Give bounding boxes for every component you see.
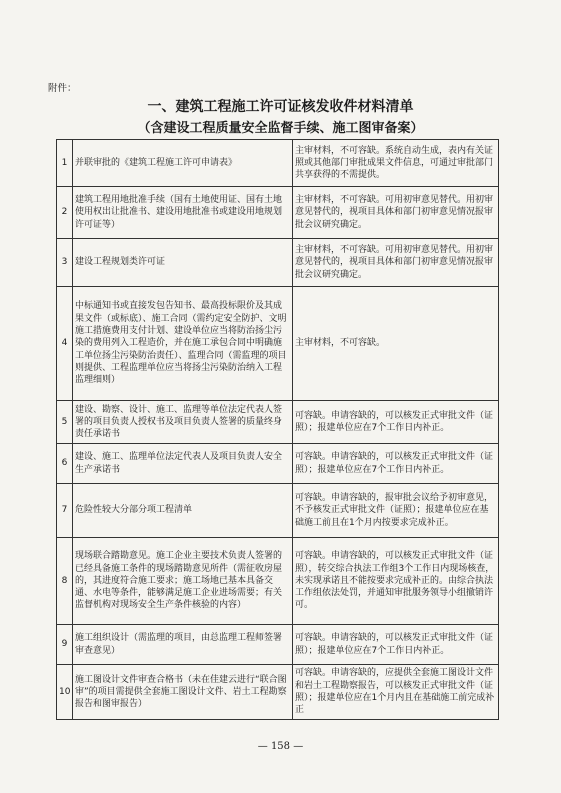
row-number: 8 xyxy=(57,538,73,625)
row-number: 1 xyxy=(57,140,73,187)
row-number: 4 xyxy=(57,287,73,401)
material-note: 可容缺。申请容缺的，可以核发正式审批文件（证照）；报建单位应在7个工作日内补正。 xyxy=(293,401,499,444)
material-note: 可容缺。申请容缺的，报审批会议给予初审意见，不予核发正式审批文件（证照）；报建单位应在基础施工前且在1个月内按要求完成补正。 xyxy=(293,484,499,538)
page-title: 一、建筑工程施工许可证核发收件材料清单 xyxy=(147,99,414,115)
table-row xyxy=(57,187,499,239)
table-row xyxy=(57,401,499,444)
materials-table xyxy=(56,139,499,720)
material-note: 主审材料，不可容缺。系统自动生成，表内有关证照或其他部门审批成果文件信息，可通过审批部门共享获得的不需提供。 xyxy=(293,140,499,187)
material-name: 建设工程规划类许可证 xyxy=(73,239,293,287)
material-name: 建设、施工、监理单位法定代表人及项目负责人安全生产承诺书 xyxy=(73,444,293,484)
material-name: 中标通知书或直接发包告知书、最高投标限价及其成果文件（或标底）、施工合同（需约定安全防护、文明施工措施费用支付计划、建设单位应当将防治扬尘污染的费用列入工程造价，并在施工承包合同中明确施工单位扬尘污染防治责任）、监理合同（需监理的项目则提供、工程监理单位应当将扬尘污染防治纳入工程监理细则） xyxy=(73,287,293,401)
material-note: 可容缺。申请容缺的，可以核发正式审批文件（证照），转交综合执法工作组3个工作日内现场核查，未实现承诺且不能按要求完成补正的。由综合执法工作组依法处罚，并通知审批服务领导小组撤销许可。 xyxy=(293,538,499,625)
row-number: 2 xyxy=(57,187,73,239)
row-number: 5 xyxy=(57,401,73,444)
row-number: 6 xyxy=(57,444,73,484)
table-row xyxy=(57,625,499,665)
table-row xyxy=(57,444,499,484)
row-number: 3 xyxy=(57,239,73,287)
material-note: 可容缺。申请容缺的，可以核发正式审批文件（证照）；报建单位应在7个工作日内补正。 xyxy=(293,444,499,484)
row-number: 9 xyxy=(57,625,73,665)
attachment-label: 附件： xyxy=(48,83,77,94)
page-subtitle: （含建设工程质量安全监督手续、施工图审备案） xyxy=(137,121,424,136)
material-note: 可容缺。申请容缺的，可以核发正式审批文件（证照）；报建单位应在7个工作日内补正。 xyxy=(293,625,499,665)
table-row xyxy=(57,484,499,538)
material-name: 并联审批的《建筑工程施工许可申请表》 xyxy=(73,140,293,187)
material-name: 施工组织设计（需监理的项目，由总监理工程师签署审查意见） xyxy=(73,625,293,665)
material-name: 施工图设计文件审查合格书（未在佳建云进行“联合图审”的项目需提供全套施工图设计文件、岩土工程勘察报告和图审报告） xyxy=(73,665,293,720)
material-note: 主审材料，不可容缺。 xyxy=(293,287,499,401)
table-row xyxy=(57,287,499,401)
row-number: 10 xyxy=(57,665,73,720)
material-name: 现场联合踏勘意见。施工企业主要技术负责人签署的已经具备施工条件的现场踏勘意见所件（需征收房屋的，其进度符合施工要求；施工场地已基本具备交通、水电等条件，能够满足施工企业进场需要；有关监督机构对现场安全生产条件核验的内容） xyxy=(73,538,293,625)
material-name: 危险性较大分部分项工程清单 xyxy=(73,484,293,538)
material-name: 建设、勘察、设计、施工、监理等单位法定代表人签署的项目负责人授权书及项目负责人签署的质量终身责任承诺书 xyxy=(73,401,293,444)
row-number: 7 xyxy=(57,484,73,538)
table-row xyxy=(57,239,499,287)
material-note: 主审材料，不可容缺。可用初审意见替代。用初审意见替代的，视项目具体和部门初审意见情况报审批会议研究确定。 xyxy=(293,239,499,287)
material-note: 可容缺。申请容缺的，应提供全套施工图设计文件和岩土工程勘察报告，可以核发正式审批文件（证照）；报建单位应在1个月内且在基础施工前完成补正 xyxy=(293,665,499,720)
material-name: 建筑工程用地批准手续（国有土地使用证、国有土地使用权出让批准书、建设用地批准书或建设用地规划许可证等） xyxy=(73,187,293,239)
table-row xyxy=(57,665,499,720)
page-number: — 158 — xyxy=(257,741,304,752)
table-row xyxy=(57,140,499,187)
material-note: 主审材料，不可容缺。可用初审意见替代。用初审意见替代的，视项目具体和部门初审意见情况报审批会议研究确定。 xyxy=(293,187,499,239)
table-row xyxy=(57,538,499,625)
